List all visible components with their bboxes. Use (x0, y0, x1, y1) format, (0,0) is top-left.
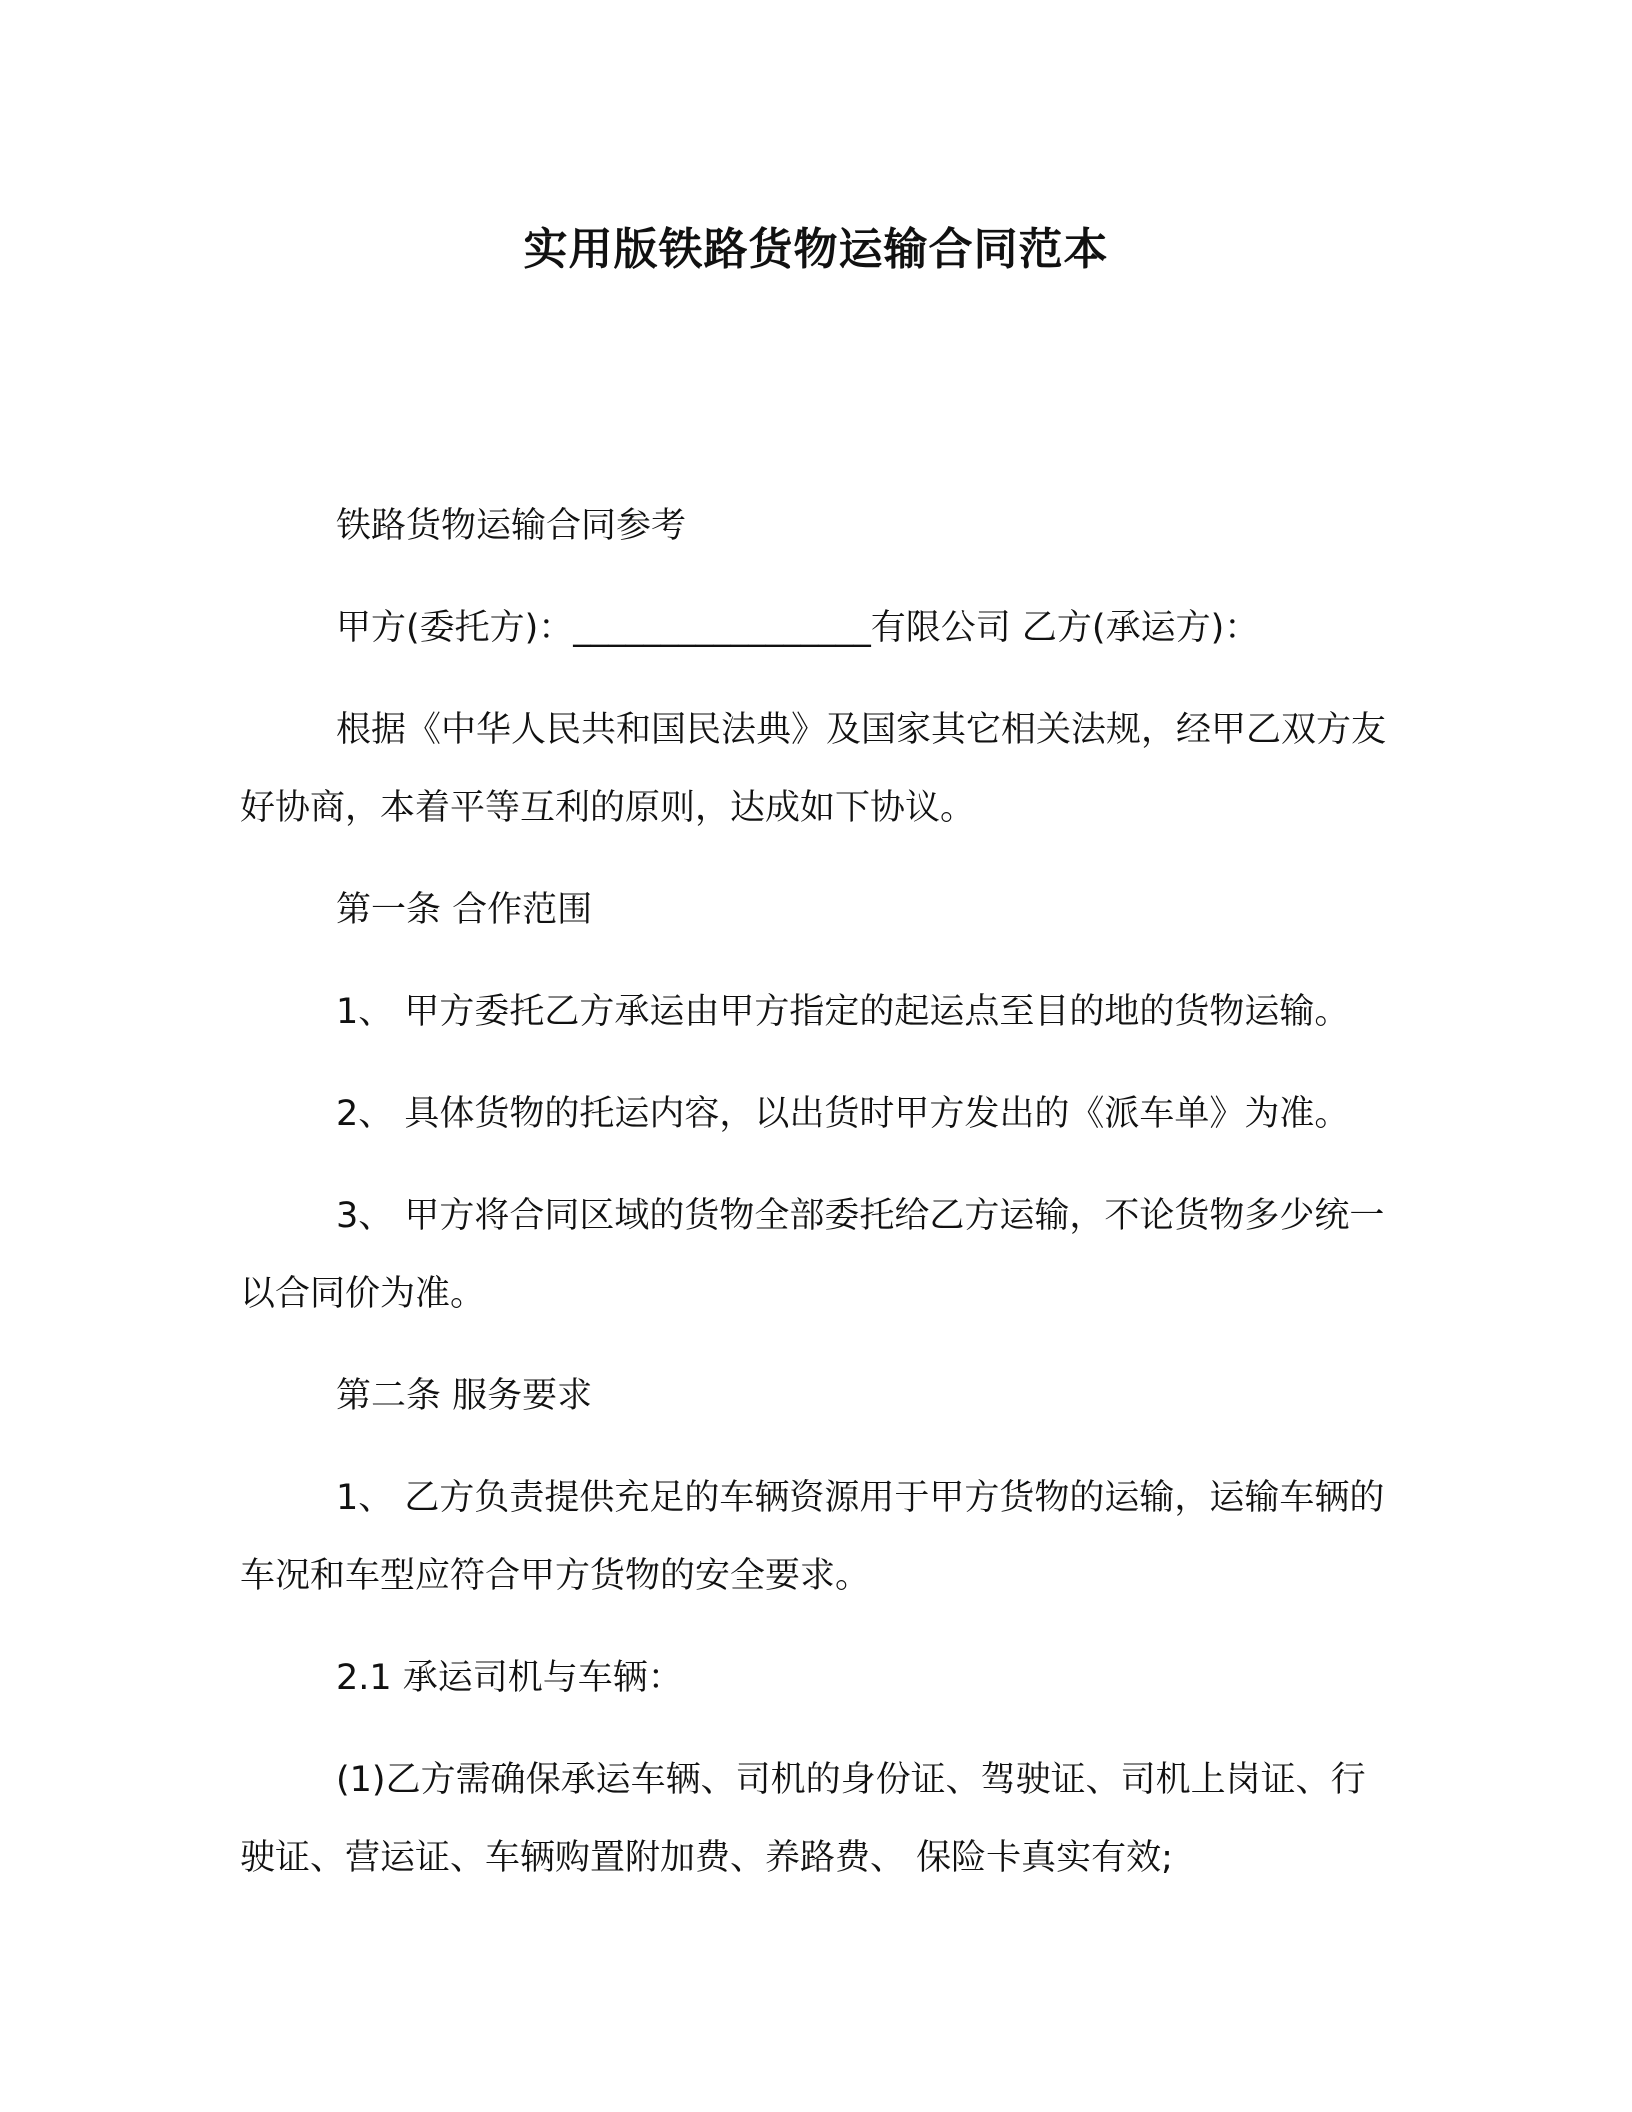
article-1-item-2: 2、 具体货物的托运内容，以出货时甲方发出的《派车单》为准。 (336, 1094, 1350, 1134)
article-1-item-3: 3、 甲方将合同区域的货物全部委托给乙方运输，不论货物多少统一以合同价为准。 (240, 1196, 1385, 1314)
paragraph-preamble: 根据《中华人民共和国民法典》及国家其它相关法规，经甲乙双方友好协商，本着平等互利的原则，达成如下协议。 (240, 710, 1387, 828)
article-2-subheading-2-1: 2.1 承运司机与车辆： (336, 1658, 683, 1698)
paragraph-parties: 甲方(委托方)：_________________有限公司 乙方(承运方)： (336, 608, 1260, 648)
document-body (240, 487, 1400, 1897)
article-1-heading: 第一条 合作范围 (336, 890, 593, 930)
document-title: 实用版铁路货物运输合同范本 (523, 224, 1109, 275)
article-2-clause-1: (1)乙方需确保承运车辆、司机的身份证、驾驶证、司机上岗证、行驶证、营运证、车辆购置附加费、养路费、 保险卡真实有效; (240, 1760, 1366, 1878)
article-2-item-1: 1、 乙方负责提供充足的车辆资源用于甲方货物的运输，运输车辆的车况和车型应符合甲方货物的安全要求。 (240, 1478, 1385, 1596)
article-2-heading: 第二条 服务要求 (336, 1376, 593, 1416)
paragraph-reference-heading: 铁路货物运输合同参考 (336, 506, 687, 546)
article-1-item-1: 1、 甲方委托乙方承运由甲方指定的起运点至目的地的货物运输。 (336, 992, 1350, 1032)
